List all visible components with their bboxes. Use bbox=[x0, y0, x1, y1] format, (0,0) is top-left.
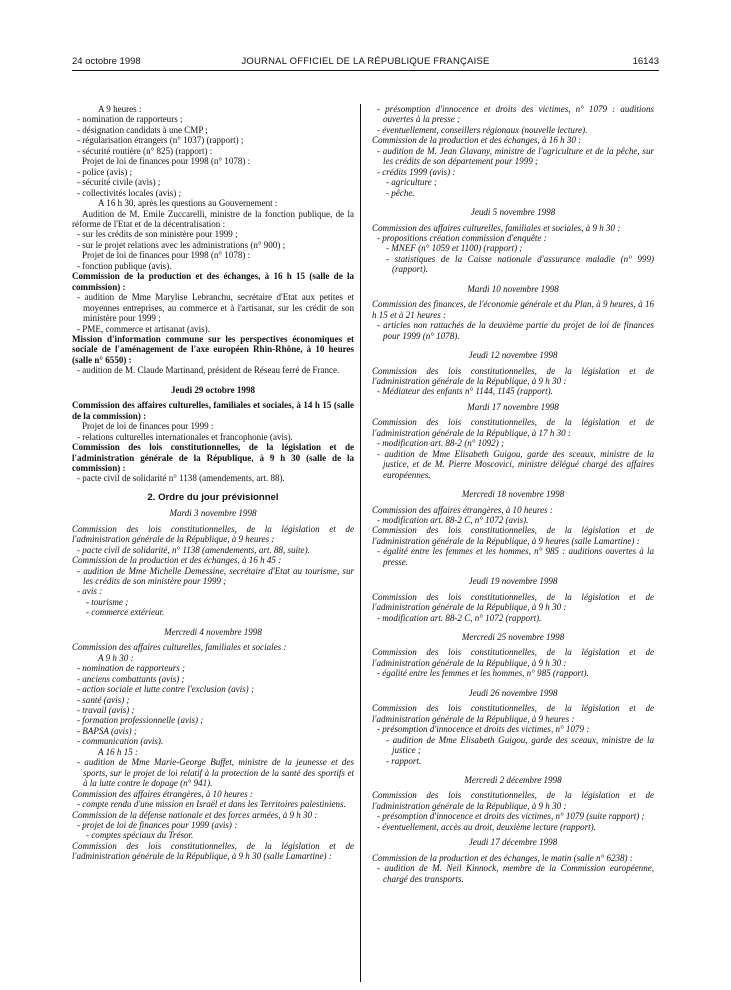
agenda-item: - nomination de rapporteurs ; bbox=[77, 663, 186, 674]
time-heading: A 9 h 30 : bbox=[98, 652, 134, 663]
agenda-subitem: - tourisme ; bbox=[86, 596, 129, 607]
agenda-item: - travail (avis) ; bbox=[77, 705, 135, 716]
date-heading: Mardi 3 novembre 1998 bbox=[169, 508, 257, 519]
time-heading: A 9 heures : bbox=[98, 104, 142, 114]
agenda-item: - régularisation étrangers (n° 1037) (rapport) ; bbox=[77, 135, 244, 146]
agenda-item: - propositions création commission d'enquête : bbox=[377, 232, 547, 243]
agenda-item: - action sociale et lutte contre l'exclusion (avis) ; bbox=[77, 684, 254, 695]
agenda-item: - santé (avis) ; bbox=[77, 694, 130, 705]
commission-heading: Commission de la défense nationale et des forces armées, à 9 h 30 : bbox=[72, 809, 318, 820]
date-heading: Jeudi 26 novembre 1998 bbox=[468, 687, 558, 698]
agenda-item: - relations culturelles internationales et francophonie (avis). bbox=[77, 431, 293, 442]
agenda-text: Projet de loi de finances pour 1998 (n° 1078) : bbox=[82, 250, 251, 261]
commission-heading: Commission des finances, de l'économie générale et du Plan, à 9 heures, à 16 h 15 et à 21 heures : bbox=[372, 299, 654, 320]
commission-heading: Commission des affaires étrangères, à 10 heures : bbox=[72, 788, 253, 799]
agenda-item: - articles non rattachés de la deuxième partie du projet de loi de finances pour 1999 (n° 1078). bbox=[377, 320, 654, 341]
agenda-subitem: - rapport. bbox=[386, 755, 422, 766]
commission-heading: Commission des lois constitutionnelles, de la législation et de l'administration générale de la République, à 9 h 30 : bbox=[372, 647, 654, 668]
agenda-subitem: - commerce extérieur. bbox=[86, 607, 165, 618]
commission-heading: Commission de la production et des échanges, à 16 h 30 : bbox=[372, 135, 582, 146]
agenda-item: - éventuellement, conseillers régionaux (nouvelle lecture). bbox=[377, 124, 588, 135]
agenda-item: - audition de Mme Marylise Lebranchu, secrétaire d'Etat aux petites et moyennes entreprises, au commerce et à l'artisanat, sur les crédit de son ministère pour 1999 ; bbox=[77, 292, 354, 324]
left-column bbox=[72, 104, 354, 862]
commission-heading: Commission des lois constitutionnelles, de la législation et de l'administration générale de la République, à 9 heures (salle Lamartine) : bbox=[372, 525, 654, 546]
commission-heading: Commission des lois constitutionnelles, de la législation et de l'administration générale de la République, à 9 h 30 : bbox=[372, 365, 654, 386]
date-heading: Mardi 17 novembre 1998 bbox=[467, 401, 559, 412]
date-heading: Jeudi 17 décembre 1998 bbox=[468, 837, 558, 848]
commission-heading: Commission de la production et des échanges, le matin (salle n° 6238) : bbox=[372, 852, 633, 863]
date-heading: Mercredi 18 novembre 1998 bbox=[461, 489, 565, 500]
commission-heading: Commission des affaires culturelles, familiales et sociales, à 14 h 15 (salle de la commission) : bbox=[72, 400, 354, 421]
agenda-item: - présomption d'innocence et droits des victimes, n° 1079 (suite rapport) ; bbox=[377, 811, 645, 822]
agenda-item: - modification art. 88-2 C, n° 1072 (avis). bbox=[377, 514, 529, 525]
agenda-item: - sur les crédits de son ministère pour 1999 ; bbox=[77, 229, 238, 240]
commission-heading: Commission de la production et des échanges, à 16 h 45 : bbox=[72, 555, 282, 566]
commission-heading: Commission des lois constitutionnelles, de la législation et de l'administration générale de la République, à 17 h 30 : bbox=[372, 417, 654, 438]
commission-heading: Commission des affaires culturelles, familiales et sociales : bbox=[72, 642, 287, 653]
commission-heading: Commission des affaires culturelles, familiales et sociales, à 9 h 30 : bbox=[372, 222, 621, 233]
agenda-item: - éventuellement, accès au droit, deuxième lecture (rapport). bbox=[377, 821, 596, 832]
agenda-item: - égalité entre les femmes et les hommes, n° 985 : auditions ouvertes à la presse. bbox=[377, 546, 654, 567]
agenda-item: - projet de loi de finances pour 1999 (avis) : bbox=[77, 820, 238, 830]
agenda-item: - crédits 1999 (avis) : bbox=[377, 166, 456, 177]
agenda-item: - Médiateur des enfants n° 1144, 1145 (rapport). bbox=[377, 386, 553, 397]
page-number: 16143 bbox=[632, 56, 659, 67]
section-heading: 2. Ordre du jour prévisionnel bbox=[147, 491, 279, 503]
agenda-subitem: - pêche. bbox=[386, 187, 415, 198]
agenda-item: - nomination de rapporteurs ; bbox=[77, 114, 183, 125]
agenda-item: - audition de Mme Michelle Demessine, secrétaire d'Etat au tourisme, sur les crédits de son ministère pour 1999 ; bbox=[77, 565, 354, 587]
time-heading: A 16 h 30, après les questions au Gouvernement : bbox=[98, 198, 278, 209]
agenda-item: - avis : bbox=[77, 586, 103, 597]
column-separator bbox=[360, 104, 361, 982]
agenda-item: - communication (avis). bbox=[77, 736, 164, 747]
time-heading: A 16 h 15 : bbox=[98, 746, 139, 757]
header-date: 24 octobre 1998 bbox=[72, 56, 141, 67]
commission-heading: Commission des lois constitutionnelles, de la législation et de l'administration générale de la République, à 9 h 30 : bbox=[372, 591, 654, 613]
agenda-item: - BAPSA (avis) ; bbox=[77, 725, 137, 736]
agenda-item: - modification art. 88-2 C, n° 1072 (rapport). bbox=[377, 612, 542, 623]
date-heading: Mercredi 4 novembre 1998 bbox=[164, 626, 262, 637]
agenda-subitem: - agriculture ; bbox=[386, 177, 437, 188]
commission-heading: Commission des affaires étrangères, à 10 heures : bbox=[372, 504, 553, 515]
agenda-item: - anciens combattants (avis) ; bbox=[77, 673, 185, 684]
agenda-subitem: - comptes spéciaux du Trésor. bbox=[86, 830, 194, 841]
agenda-item: - audition de M. Jean Glavany, ministre de l'agriculture et de la pêche, sur les crédits de son département pour 1999 ; bbox=[377, 145, 654, 167]
commission-heading: Mission d'information commune sur les perspectives économiques et sociale de l'aménagement de l'axe européen Rhin-Rhône, à 10 heures (salle n° 6550) : bbox=[72, 333, 354, 365]
date-heading: Jeudi 19 novembre 1998 bbox=[468, 576, 558, 587]
agenda-item: - fonction publique (avis). bbox=[77, 260, 172, 271]
agenda-subitem: - MNEF (n° 1059 et 1100) (rapport) ; bbox=[386, 243, 523, 254]
agenda-item: - audition de M. Claude Martinand, président de Réseau ferré de France. bbox=[77, 365, 340, 376]
date-heading: Jeudi 5 novembre 1998 bbox=[470, 207, 556, 218]
agenda-item: - présomption d'innocence et droits des victimes, n° 1079 : bbox=[377, 724, 590, 735]
agenda-subitem: - statistiques de la Caisse nationale d'assurance maladie (n° 999) (rapport). bbox=[386, 253, 654, 275]
agenda-item: - audition de Mme Elisabeth Guigou, garde des sceaux, ministre de la justice, et de M. Pierre Moscovici, ministre délégué chargé des affaires européennes. bbox=[377, 448, 654, 480]
page-header bbox=[72, 56, 659, 70]
agenda-item: - police (avis) ; bbox=[77, 166, 133, 177]
header-title: JOURNAL OFFICIEL DE LA RÉPUBLIQUE FRANÇAISE bbox=[241, 56, 490, 67]
agenda-item: - audition de M. Neil Kinnock, membre de la Commission européenne, chargé des transports. bbox=[377, 863, 654, 884]
header-rule bbox=[72, 70, 659, 71]
commission-heading: Commission des lois constitutionnelles, de la législation et de l'administration générale de la République, à 9 h 30 : bbox=[372, 790, 654, 811]
right-column bbox=[372, 104, 654, 884]
commission-heading: Commission des lois constitutionnelles, de la législation et de l'administration générale de la République, à 9 heures : bbox=[372, 703, 654, 724]
agenda-item: - audition de Mme Marie-George Buffet, ministre de la jeunesse et des sports, sur le projet de loi relatif à la protection de la santé des sportifs et à la lutte contre le dopage (n° 941). bbox=[77, 757, 354, 789]
agenda-item: - présomption d'innocence et droits des victimes, n° 1079 : auditions ouvertes à la presse ; bbox=[377, 104, 654, 125]
date-heading: Mercredi 2 décembre 1998 bbox=[464, 775, 562, 786]
agenda-item: - désignation candidats à une CMP ; bbox=[77, 124, 208, 135]
commission-heading: Commission des lois constitutionnelles, de la législation et de l'administration générale de la République, à 9 h 30 (salle Lamartine) : bbox=[72, 840, 354, 862]
date-heading: Mercredi 25 novembre 1998 bbox=[461, 632, 565, 643]
agenda-item: - pacte civil de solidarité n° 1138 (amendements, art. 88). bbox=[77, 473, 285, 484]
agenda-subitem: - audition de Mme Elisabeth Guigou, garde des sceaux, ministre de la justice ; bbox=[386, 734, 654, 756]
agenda-text: Projet de loi de finances pour 1998 (n° 1078) : bbox=[82, 156, 251, 167]
agenda-item: - formation professionnelle (avis) ; bbox=[77, 715, 204, 726]
date-heading: Mardi 10 novembre 1998 bbox=[467, 283, 559, 294]
agenda-text: Projet de loi de finances pour 1999 : bbox=[82, 421, 214, 432]
agenda-item: - sécurité civile (avis) ; bbox=[77, 177, 161, 188]
commission-heading: Commission des lois constitutionnelles, de la législation et de l'administration générale de la République, à 9 h 30 (salle de la commission) : bbox=[72, 442, 354, 473]
agenda-item: - compte rendu d'une mission en Israël et dans les Territoires palestiniens. bbox=[77, 799, 346, 810]
agenda-item: - pacte civil de solidarité, n° 1138 (amendements, art. 88, suite). bbox=[77, 544, 310, 555]
agenda-item: - collectivités locales (avis) ; bbox=[77, 187, 181, 198]
agenda-item: - sur le projet relations avec les administrations (n° 900) ; bbox=[77, 239, 286, 250]
agenda-item: - égalité entre les femmes et les hommes, n° 985 (rapport). bbox=[377, 668, 589, 679]
commission-heading: Commission des lois constitutionnelles, de la législation et de l'administration générale de la République, à 9 heures : bbox=[72, 523, 354, 545]
agenda-item: - modification art. 88-2 (n° 1092) ; bbox=[377, 438, 504, 449]
commission-heading: Commission de la production et des échanges, à 16 h 15 (salle de la commission) : bbox=[72, 271, 354, 292]
date-heading: Jeudi 12 novembre 1998 bbox=[468, 350, 558, 361]
date-heading: Jeudi 29 octobre 1998 bbox=[170, 384, 255, 395]
agenda-item: - PME, commerce et artisanat (avis). bbox=[77, 323, 210, 334]
agenda-text: Audition de M. Emile Zuccarelli, ministre de la fonction publique, de la réforme de l'Etat et de la décentralisation : bbox=[72, 208, 354, 229]
agenda-item: - sécurité routière (n° 825) (rapport) : bbox=[77, 145, 213, 156]
